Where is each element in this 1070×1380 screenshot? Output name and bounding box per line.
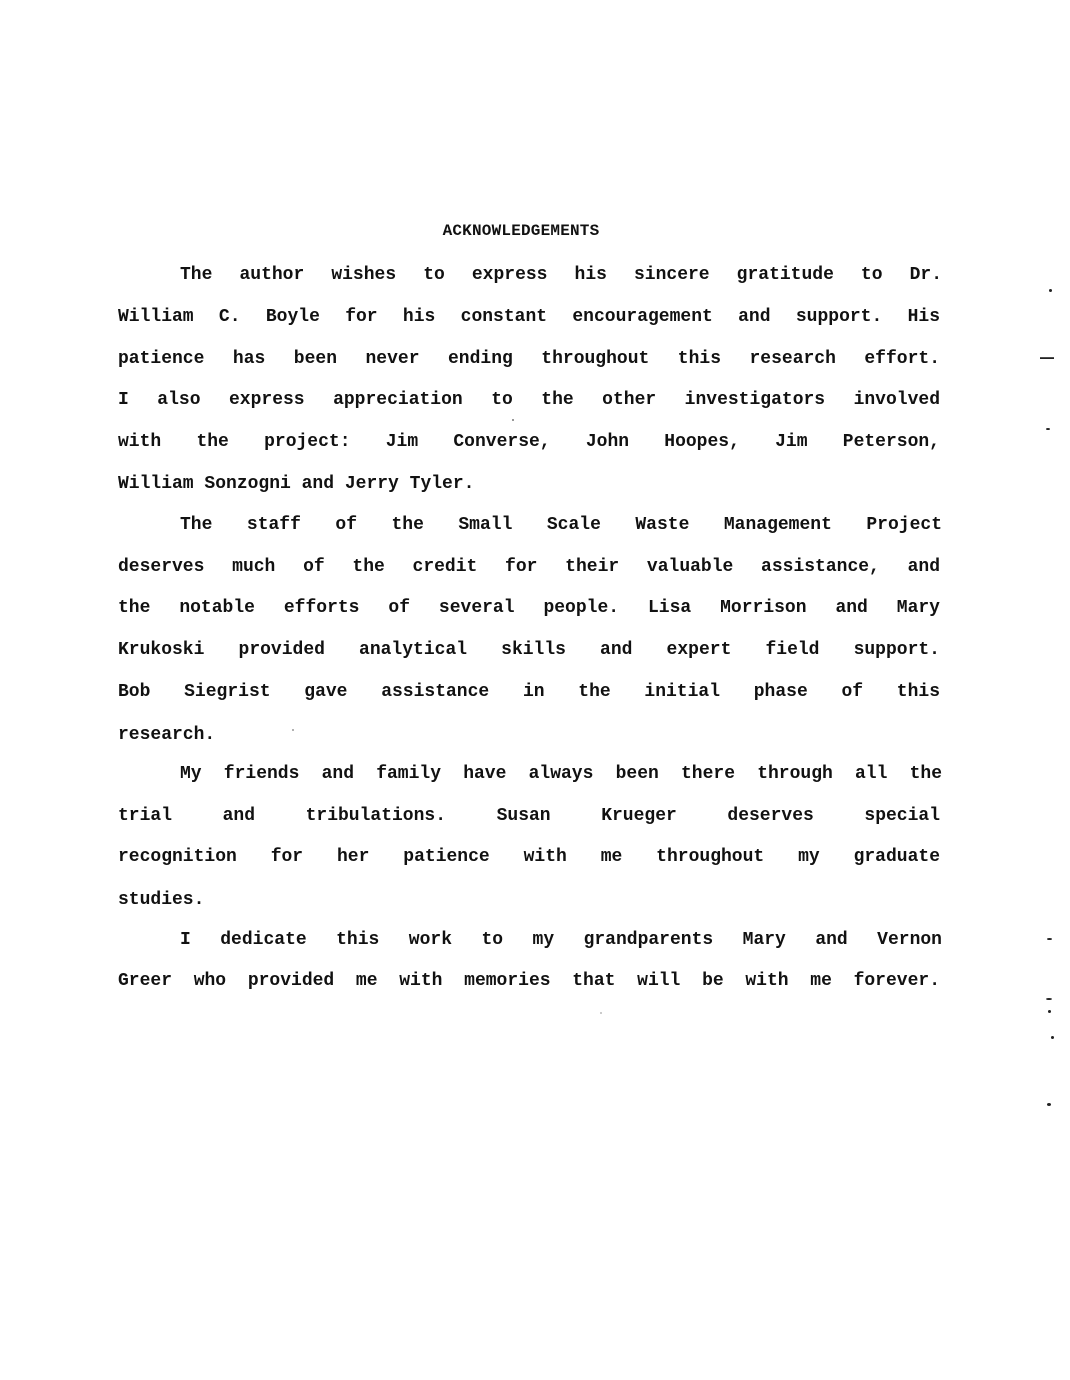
page-title: ACKNOWLEDGEMENTS xyxy=(442,222,600,240)
scan-speck xyxy=(1046,428,1050,430)
scan-speck xyxy=(1051,1036,1054,1039)
paragraph-2-line-3: the notable efforts of several people. Lisa Morrison and Mary xyxy=(118,598,940,618)
paragraph-2-line-1: The staff of the Small Scale Waste Management Project xyxy=(180,515,942,535)
paragraph-1-line-4: I also express appreciation to the other investigators involved xyxy=(118,390,940,410)
scan-speck xyxy=(600,1012,602,1014)
scan-speck xyxy=(1047,1103,1051,1106)
scan-speck xyxy=(1047,938,1052,940)
paragraph-4-line-2: Greer who provided me with memories that will be with me forever. xyxy=(118,971,940,991)
scan-speck xyxy=(512,419,514,421)
paragraph-4-line-1: I dedicate this work to my grandparents Mary and Vernon xyxy=(180,930,942,950)
paragraph-1-line-2: William C. Boyle for his constant encouragement and support. His xyxy=(118,307,940,327)
paragraph-1-line-3: patience has been never ending throughout this research effort. xyxy=(118,349,940,369)
scan-speck xyxy=(1049,289,1052,292)
paragraph-3-line-4: studies. xyxy=(118,890,205,910)
paragraph-2-line-5: Bob Siegrist gave assistance in the initial phase of this xyxy=(118,682,940,702)
paragraph-3-line-3: recognition for her patience with me throughout my graduate xyxy=(118,847,940,867)
scan-speck xyxy=(1046,998,1052,1000)
scan-speck xyxy=(292,729,294,731)
paragraph-1-line-6: William Sonzogni and Jerry Tyler. xyxy=(118,474,475,494)
scan-mark: ― xyxy=(1040,350,1054,366)
paragraph-2-line-2: deserves much of the credit for their valuable assistance, and xyxy=(118,557,940,577)
paragraph-2-line-4: Krukoski provided analytical skills and expert field support. xyxy=(118,640,940,660)
paragraph-1-line-1: The author wishes to express his sincere gratitude to Dr. xyxy=(180,265,942,285)
paragraph-3-line-2: trial and tribulations. Susan Krueger deserves special xyxy=(118,806,940,826)
paragraph-2-line-6: research. xyxy=(118,725,216,745)
paragraph-3-line-1: My friends and family have always been there through all the xyxy=(180,764,942,784)
paragraph-1-line-5: with the project: Jim Converse, John Hoopes, Jim Peterson, xyxy=(118,432,940,452)
scan-speck xyxy=(1048,1010,1051,1013)
